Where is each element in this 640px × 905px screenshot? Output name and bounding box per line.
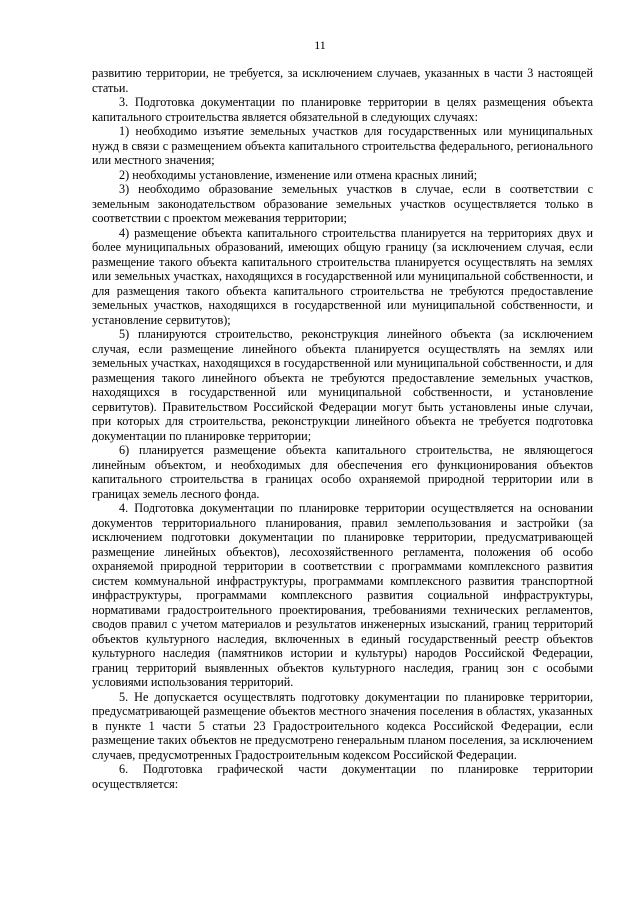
document-body: [92, 66, 593, 791]
paragraph: 3. Подготовка документации по планировке территории в целях размещения объекта капитального строительства является обязательной в следующих случаях:: [92, 95, 593, 124]
list-item: 3) необходимо образование земельных участков в случае, если в соответствии с земельным законодательством образование земельных участков осуществляется только в соответствии с проектом межевания территории;: [92, 182, 593, 225]
list-item: 2) необходимы установление, изменение или отмена красных линий;: [119, 167, 478, 182]
paragraph: развитию территории, не требуется, за исключением случаев, указанных в части 3 настоящей статьи.: [92, 66, 593, 95]
paragraph: 6. Подготовка графической части документации по планировке территории осуществляется:: [92, 762, 593, 791]
list-item: 6) планируется размещение объекта капитального строительства, не являющегося линейным объектом, и необходимых для обеспечения его функционирования объектов капитального строительства в границах особо охраняемой природной территории или в границах земель лесного фонда.: [92, 443, 593, 501]
paragraph: 4. Подготовка документации по планировке территории осуществляется на основании документов территориального планирования, правил землепользования и застройки (за исключением подготовки документации по планировке территории, предусматривающей размещение линейных объектов), лесохозяйственного регламента, положения об особо охраняемой природной территории в соответствии с программами комплексного развития систем коммунальной инфраструктуры, программами комплексного развития транспортной инфраструктуры, программами комплексного развития социальной инфраструктуры, нормативами градостроительного проектирования, требованиями технических регламентов, сводов правил с учетом материалов и результатов инженерных изысканий, границ территорий объектов культурного наследия, включенных в единый государственный реестр объектов культурного наследия (памятников истории и культуры) народов Российской Федерации, границ территорий выявленных объектов культурного наследия, границ зон с особыми условиями использования территорий.: [92, 501, 593, 689]
page-number: 11: [314, 38, 326, 52]
list-item: 4) размещение объекта капитального строительства планируется на территориях двух и более муниципальных образований, имеющих общую границу (за исключением случая, если размещение такого объекта капитального строительства планируется осуществлять на землях или земельных участках, находящихся в государственной или муниципальной собственности, и для размещения такого объекта капитального строительства не требуются предоставление земельных участков, находящихся в государственной или муниципальной собственности, и установление сервитутов);: [92, 225, 593, 327]
paragraph: 5. Не допускается осуществлять подготовку документации по планировке территории, предусматривающей размещение объектов местного значения поселения в областях, указанных в пункте 1 части 5 статьи 23 Градостроительного кодекса Российской Федерации, если размещение таких объектов не предусмотрено генеральным планом поселения, за исключением случаев, предусмотренных Градостроительным кодексом Российской Федерации.: [92, 689, 593, 762]
list-item: 5) планируются строительство, реконструкция линейного объекта (за исключением случая, если размещение линейного объекта планируется осуществлять на землях или земельных участках, находящихся в государственной или муниципальной собственности, и для размещения такого линейного объекта не требуются предоставление земельных участков, находящихся в государственной или муниципальной собственности, и установление сервитутов). Правительством Российской Федерации могут быть установлены иные случаи, при которых для строительства, реконструкции линейного объекта не требуется подготовка документации по планировке территории;: [92, 327, 593, 443]
list-item: 1) необходимо изъятие земельных участков для государственных или муниципальных нужд в связи с размещением объекта капитального строительства федерального, регионального или местного значения;: [92, 124, 593, 167]
